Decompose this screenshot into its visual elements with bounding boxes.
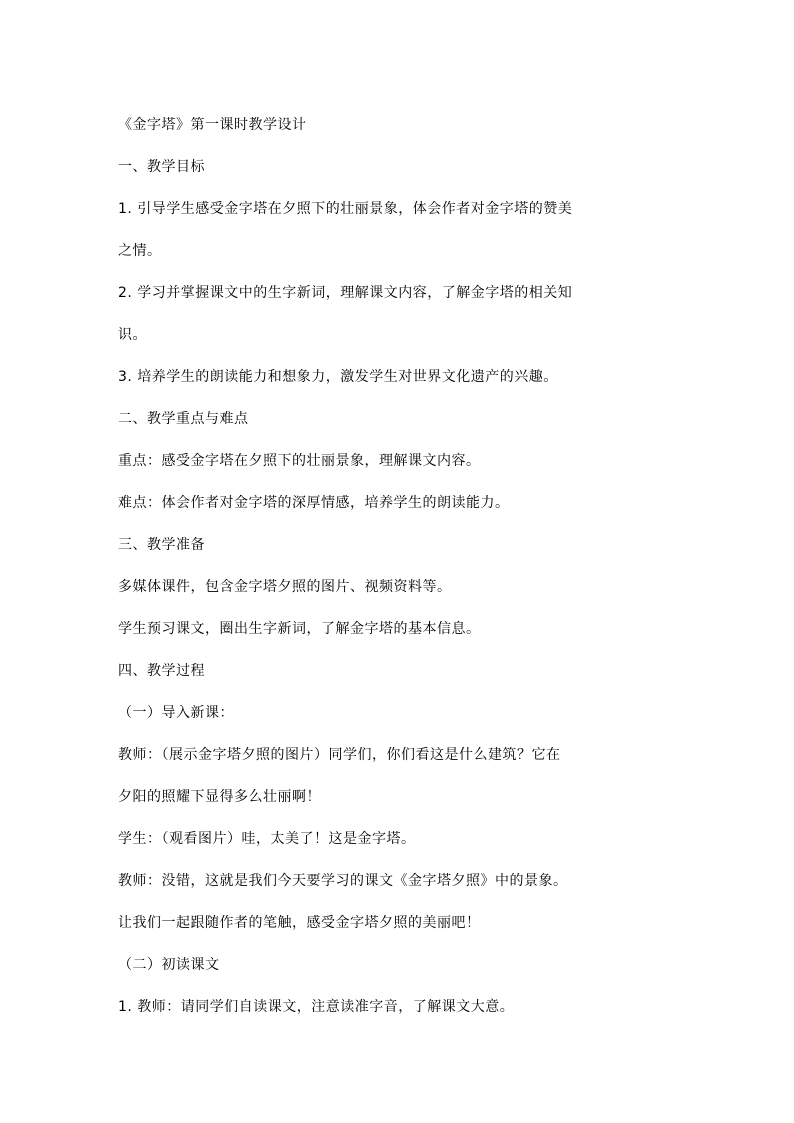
objective-3: 3. 培养学生的朗读能力和想象力，激发学生对世界文化遗产的兴趣。 [118, 369, 558, 385]
dialogue-student-1: 学生：（观看图片）哇，太美了！这是金字塔。 [118, 831, 416, 847]
dialogue-teacher-1-line-1: 教师：（展示金字塔夕照的图片）同学们，你们看这是什么建筑？它在 [118, 747, 561, 763]
difficult-point: 难点：体会作者对金字塔的深厚情感，培养学生的朗读能力。 [118, 495, 510, 511]
section-heading-key-points: 二、教学重点与难点 [118, 411, 249, 427]
document-title: 《金字塔》第一课时教学设计 [118, 117, 307, 133]
objective-2-line-2: 识。 [118, 327, 147, 343]
key-point: 重点：感受金字塔在夕照下的壮丽景象，理解课文内容。 [118, 453, 481, 469]
document-body [118, 104, 678, 1028]
preparation-item-2: 学生预习课文，圈出生字新词，了解金字塔的基本信息。 [118, 621, 481, 637]
objective-1-line-2: 之情。 [118, 243, 162, 259]
subsection-heading-intro: （一）导入新课： [118, 705, 234, 721]
objective-1-line-1: 1. 引导学生感受金字塔在夕照下的壮丽景象，体会作者对金字塔的赞美 [118, 201, 573, 217]
section-heading-process: 四、教学过程 [118, 663, 205, 679]
dialogue-teacher-1-line-2: 夕阳的照耀下显得多么壮丽啊！ [118, 789, 321, 805]
objective-2-line-1: 2. 学习并掌握课文中的生字新词，理解课文内容，了解金字塔的相关知 [118, 285, 573, 301]
subsection-heading-first-reading: （二）初读课文 [118, 957, 220, 973]
dialogue-teacher-2-line-1: 教师：没错，这就是我们今天要学习的课文《金字塔夕照》中的景象。 [118, 873, 568, 889]
first-reading-step-1: 1. 教师：请同学们自读课文，注意读准字音，了解课文大意。 [118, 999, 515, 1015]
dialogue-teacher-2-line-2: 让我们一起跟随作者的笔触，感受金字塔夕照的美丽吧！ [118, 915, 481, 931]
section-heading-preparation: 三、教学准备 [118, 537, 205, 553]
preparation-item-1: 多媒体课件，包含金字塔夕照的图片、视频资料等。 [118, 579, 452, 595]
section-heading-objectives: 一、教学目标 [118, 159, 205, 175]
